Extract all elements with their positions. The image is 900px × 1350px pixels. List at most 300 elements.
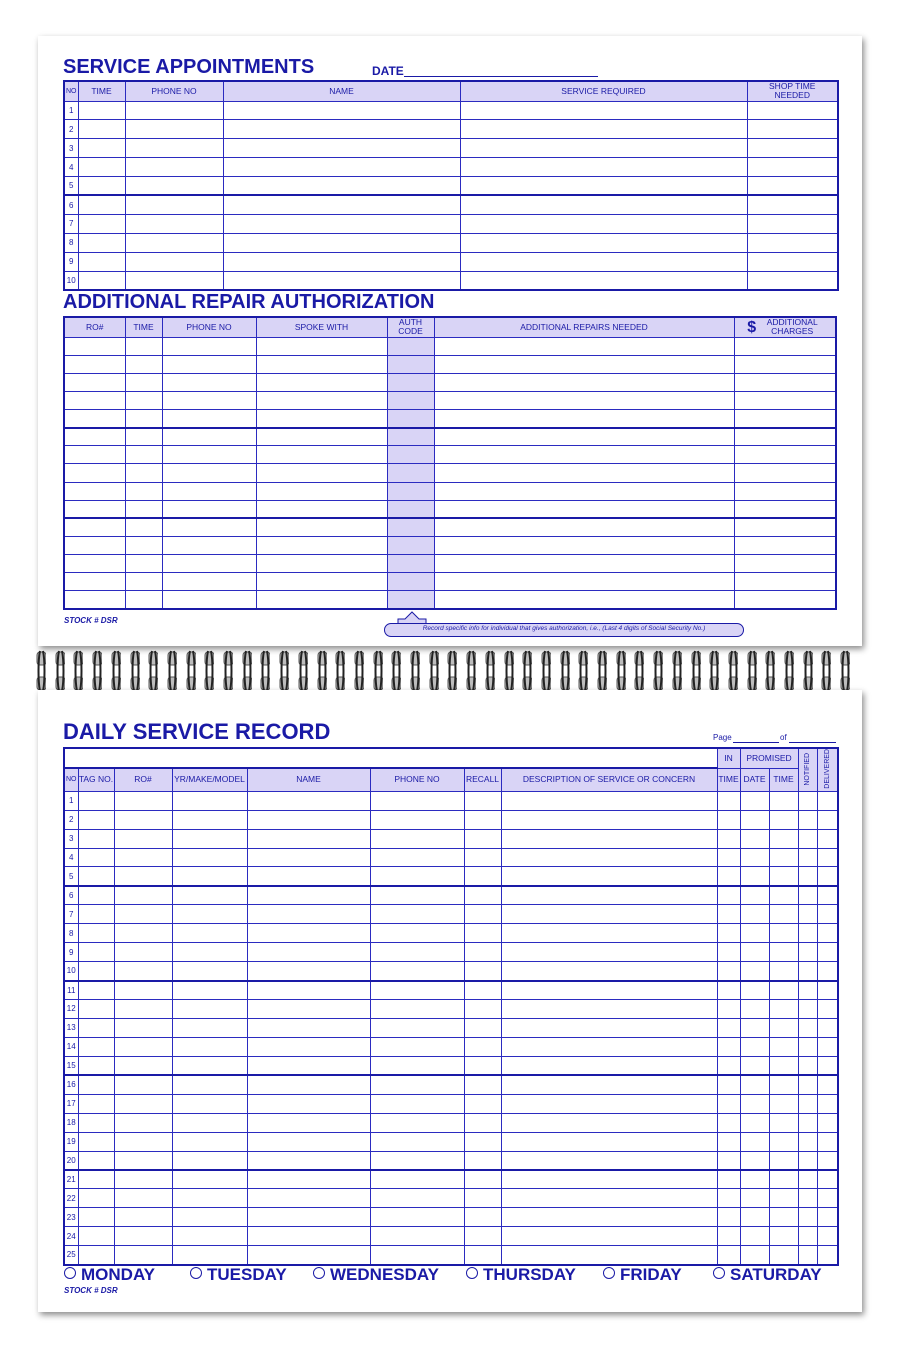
name-cell[interactable] — [247, 1170, 370, 1189]
promised-date-cell[interactable] — [740, 1246, 769, 1265]
spoke-with-cell[interactable] — [256, 410, 387, 428]
additional-charges-cell[interactable] — [734, 518, 836, 536]
delivered-cell[interactable] — [817, 1227, 838, 1246]
time-cell[interactable] — [125, 573, 162, 591]
time-cell[interactable] — [125, 500, 162, 518]
name-cell[interactable] — [223, 195, 460, 214]
ro-cell[interactable] — [114, 791, 172, 810]
phone-cell[interactable] — [125, 195, 223, 214]
phone-cell[interactable] — [370, 1094, 464, 1113]
promised-date-cell[interactable] — [740, 1018, 769, 1037]
service-required-cell[interactable] — [460, 158, 747, 177]
phone-cell[interactable] — [162, 518, 256, 536]
spoke-with-cell[interactable] — [256, 573, 387, 591]
delivered-cell[interactable] — [817, 1037, 838, 1056]
name-cell[interactable] — [247, 867, 370, 886]
spoke-with-cell[interactable] — [256, 537, 387, 555]
auth-code-cell[interactable] — [387, 391, 434, 409]
spoke-with-cell[interactable] — [256, 391, 387, 409]
phone-cell[interactable] — [370, 962, 464, 981]
vehicle-cell[interactable] — [172, 1113, 247, 1132]
service-required-cell[interactable] — [460, 195, 747, 214]
recall-cell[interactable] — [464, 886, 501, 905]
vehicle-cell[interactable] — [172, 1075, 247, 1094]
notified-cell[interactable] — [798, 943, 817, 962]
promised-date-cell[interactable] — [740, 905, 769, 924]
phone-cell[interactable] — [370, 1170, 464, 1189]
delivered-cell[interactable] — [817, 886, 838, 905]
service-required-cell[interactable] — [460, 271, 747, 290]
description-cell[interactable] — [501, 1056, 717, 1075]
in-time-cell[interactable] — [717, 1113, 740, 1132]
phone-cell[interactable] — [370, 1000, 464, 1019]
promised-date-cell[interactable] — [740, 791, 769, 810]
auth-code-cell[interactable] — [387, 573, 434, 591]
tag-no-cell[interactable] — [78, 791, 114, 810]
tag-no-cell[interactable] — [78, 1246, 114, 1265]
delivered-cell[interactable] — [817, 867, 838, 886]
description-cell[interactable] — [501, 1094, 717, 1113]
tag-no-cell[interactable] — [78, 905, 114, 924]
name-cell[interactable] — [223, 101, 460, 120]
notified-cell[interactable] — [798, 867, 817, 886]
spoke-with-cell[interactable] — [256, 591, 387, 609]
promised-date-cell[interactable] — [740, 829, 769, 848]
vehicle-cell[interactable] — [172, 1000, 247, 1019]
vehicle-cell[interactable] — [172, 848, 247, 867]
additional-charges-cell[interactable] — [734, 428, 836, 446]
phone-cell[interactable] — [370, 848, 464, 867]
promised-date-cell[interactable] — [740, 810, 769, 829]
phone-cell[interactable] — [162, 410, 256, 428]
tag-no-cell[interactable] — [78, 829, 114, 848]
ro-cell[interactable] — [64, 391, 125, 409]
vehicle-cell[interactable] — [172, 791, 247, 810]
promised-date-cell[interactable] — [740, 981, 769, 1000]
ro-cell[interactable] — [114, 1170, 172, 1189]
name-cell[interactable] — [247, 1094, 370, 1113]
ro-cell[interactable] — [114, 1189, 172, 1208]
vehicle-cell[interactable] — [172, 905, 247, 924]
time-cell[interactable] — [78, 214, 125, 233]
tag-no-cell[interactable] — [78, 1075, 114, 1094]
description-cell[interactable] — [501, 1018, 717, 1037]
promised-date-cell[interactable] — [740, 1227, 769, 1246]
phone-cell[interactable] — [162, 355, 256, 373]
notified-cell[interactable] — [798, 1189, 817, 1208]
ro-cell[interactable] — [64, 537, 125, 555]
description-cell[interactable] — [501, 981, 717, 1000]
time-cell[interactable] — [125, 391, 162, 409]
in-time-cell[interactable] — [717, 962, 740, 981]
tag-no-cell[interactable] — [78, 924, 114, 943]
tag-no-cell[interactable] — [78, 1208, 114, 1227]
description-cell[interactable] — [501, 1113, 717, 1132]
service-required-cell[interactable] — [460, 177, 747, 196]
phone-cell[interactable] — [162, 464, 256, 482]
auth-code-cell[interactable] — [387, 337, 434, 355]
tag-no-cell[interactable] — [78, 1151, 114, 1170]
auth-code-cell[interactable] — [387, 591, 434, 609]
promised-date-cell[interactable] — [740, 1094, 769, 1113]
service-required-cell[interactable] — [460, 120, 747, 139]
phone-cell[interactable] — [370, 1227, 464, 1246]
phone-cell[interactable] — [125, 252, 223, 271]
day-option-tuesday[interactable] — [190, 1265, 287, 1285]
recall-cell[interactable] — [464, 1075, 501, 1094]
shop-time-cell[interactable] — [747, 195, 838, 214]
ro-cell[interactable] — [114, 924, 172, 943]
description-cell[interactable] — [501, 1246, 717, 1265]
ro-cell[interactable] — [114, 867, 172, 886]
in-time-cell[interactable] — [717, 1094, 740, 1113]
vehicle-cell[interactable] — [172, 886, 247, 905]
phone-cell[interactable] — [125, 233, 223, 252]
name-cell[interactable] — [247, 962, 370, 981]
ro-cell[interactable] — [114, 1000, 172, 1019]
additional-charges-cell[interactable] — [734, 373, 836, 391]
recall-cell[interactable] — [464, 1227, 501, 1246]
promised-date-cell[interactable] — [740, 1170, 769, 1189]
description-cell[interactable] — [501, 924, 717, 943]
recall-cell[interactable] — [464, 924, 501, 943]
additional-repairs-cell[interactable] — [434, 573, 734, 591]
time-cell[interactable] — [125, 337, 162, 355]
phone-cell[interactable] — [162, 337, 256, 355]
day-option-friday[interactable] — [603, 1265, 682, 1285]
additional-charges-cell[interactable] — [734, 464, 836, 482]
ro-cell[interactable] — [64, 482, 125, 500]
shop-time-cell[interactable] — [747, 233, 838, 252]
time-cell[interactable] — [125, 373, 162, 391]
description-cell[interactable] — [501, 1000, 717, 1019]
name-cell[interactable] — [247, 1075, 370, 1094]
recall-cell[interactable] — [464, 905, 501, 924]
vehicle-cell[interactable] — [172, 1189, 247, 1208]
service-required-cell[interactable] — [460, 101, 747, 120]
promised-time-cell[interactable] — [769, 962, 798, 981]
additional-charges-cell[interactable] — [734, 591, 836, 609]
in-time-cell[interactable] — [717, 924, 740, 943]
notified-cell[interactable] — [798, 1056, 817, 1075]
phone-cell[interactable] — [370, 886, 464, 905]
promised-date-cell[interactable] — [740, 1037, 769, 1056]
description-cell[interactable] — [501, 848, 717, 867]
service-required-cell[interactable] — [460, 252, 747, 271]
recall-cell[interactable] — [464, 1113, 501, 1132]
promised-time-cell[interactable] — [769, 1056, 798, 1075]
shop-time-cell[interactable] — [747, 271, 838, 290]
additional-repairs-cell[interactable] — [434, 555, 734, 573]
tag-no-cell[interactable] — [78, 1056, 114, 1075]
ro-cell[interactable] — [114, 962, 172, 981]
notified-cell[interactable] — [798, 1113, 817, 1132]
time-cell[interactable] — [125, 555, 162, 573]
name-cell[interactable] — [247, 924, 370, 943]
name-cell[interactable] — [247, 829, 370, 848]
additional-repairs-cell[interactable] — [434, 373, 734, 391]
time-cell[interactable] — [78, 101, 125, 120]
in-time-cell[interactable] — [717, 1208, 740, 1227]
promised-time-cell[interactable] — [769, 1246, 798, 1265]
in-time-cell[interactable] — [717, 829, 740, 848]
auth-code-cell[interactable] — [387, 537, 434, 555]
promised-date-cell[interactable] — [740, 1189, 769, 1208]
phone-cell[interactable] — [370, 1132, 464, 1151]
tag-no-cell[interactable] — [78, 1037, 114, 1056]
ro-cell[interactable] — [114, 1037, 172, 1056]
delivered-cell[interactable] — [817, 1000, 838, 1019]
auth-code-cell[interactable] — [387, 482, 434, 500]
auth-code-cell[interactable] — [387, 518, 434, 536]
notified-cell[interactable] — [798, 905, 817, 924]
delivered-cell[interactable] — [817, 848, 838, 867]
promised-time-cell[interactable] — [769, 1018, 798, 1037]
ro-cell[interactable] — [114, 943, 172, 962]
in-time-cell[interactable] — [717, 1246, 740, 1265]
in-time-cell[interactable] — [717, 1227, 740, 1246]
tag-no-cell[interactable] — [78, 867, 114, 886]
in-time-cell[interactable] — [717, 1018, 740, 1037]
description-cell[interactable] — [501, 1151, 717, 1170]
in-time-cell[interactable] — [717, 1056, 740, 1075]
auth-code-cell[interactable] — [387, 428, 434, 446]
vehicle-cell[interactable] — [172, 810, 247, 829]
tag-no-cell[interactable] — [78, 1132, 114, 1151]
recall-cell[interactable] — [464, 810, 501, 829]
promised-time-cell[interactable] — [769, 1132, 798, 1151]
vehicle-cell[interactable] — [172, 924, 247, 943]
additional-charges-cell[interactable] — [734, 337, 836, 355]
additional-repairs-cell[interactable] — [434, 355, 734, 373]
ro-cell[interactable] — [64, 355, 125, 373]
promised-time-cell[interactable] — [769, 810, 798, 829]
phone-cell[interactable] — [370, 791, 464, 810]
name-cell[interactable] — [247, 1113, 370, 1132]
spoke-with-cell[interactable] — [256, 500, 387, 518]
notified-cell[interactable] — [798, 962, 817, 981]
description-cell[interactable] — [501, 867, 717, 886]
description-cell[interactable] — [501, 1132, 717, 1151]
promised-date-cell[interactable] — [740, 848, 769, 867]
delivered-cell[interactable] — [817, 924, 838, 943]
promised-time-cell[interactable] — [769, 848, 798, 867]
day-option-thursday[interactable] — [466, 1265, 576, 1285]
page-total-field[interactable] — [789, 742, 836, 743]
phone-cell[interactable] — [162, 591, 256, 609]
vehicle-cell[interactable] — [172, 1132, 247, 1151]
promised-time-cell[interactable] — [769, 924, 798, 943]
notified-cell[interactable] — [798, 924, 817, 943]
phone-cell[interactable] — [370, 1037, 464, 1056]
ro-cell[interactable] — [114, 829, 172, 848]
auth-code-cell[interactable] — [387, 500, 434, 518]
in-time-cell[interactable] — [717, 943, 740, 962]
recall-cell[interactable] — [464, 1246, 501, 1265]
promised-time-cell[interactable] — [769, 1170, 798, 1189]
promised-time-cell[interactable] — [769, 1037, 798, 1056]
phone-cell[interactable] — [370, 1208, 464, 1227]
ro-cell[interactable] — [114, 1094, 172, 1113]
phone-cell[interactable] — [370, 905, 464, 924]
name-cell[interactable] — [247, 1037, 370, 1056]
description-cell[interactable] — [501, 1037, 717, 1056]
additional-repairs-cell[interactable] — [434, 446, 734, 464]
notified-cell[interactable] — [798, 1018, 817, 1037]
ro-cell[interactable] — [114, 981, 172, 1000]
recall-cell[interactable] — [464, 981, 501, 1000]
time-cell[interactable] — [78, 271, 125, 290]
recall-cell[interactable] — [464, 1151, 501, 1170]
description-cell[interactable] — [501, 905, 717, 924]
notified-cell[interactable] — [798, 1151, 817, 1170]
ro-cell[interactable] — [114, 810, 172, 829]
notified-cell[interactable] — [798, 1094, 817, 1113]
vehicle-cell[interactable] — [172, 1037, 247, 1056]
ro-cell[interactable] — [114, 1113, 172, 1132]
delivered-cell[interactable] — [817, 1151, 838, 1170]
recall-cell[interactable] — [464, 1056, 501, 1075]
notified-cell[interactable] — [798, 1132, 817, 1151]
name-cell[interactable] — [223, 271, 460, 290]
notified-cell[interactable] — [798, 1246, 817, 1265]
name-cell[interactable] — [247, 1132, 370, 1151]
ro-cell[interactable] — [114, 1132, 172, 1151]
ro-cell[interactable] — [64, 555, 125, 573]
phone-cell[interactable] — [162, 555, 256, 573]
in-time-cell[interactable] — [717, 905, 740, 924]
description-cell[interactable] — [501, 1227, 717, 1246]
recall-cell[interactable] — [464, 791, 501, 810]
promised-date-cell[interactable] — [740, 1208, 769, 1227]
phone-cell[interactable] — [370, 1018, 464, 1037]
delivered-cell[interactable] — [817, 1246, 838, 1265]
spoke-with-cell[interactable] — [256, 446, 387, 464]
time-cell[interactable] — [78, 158, 125, 177]
recall-cell[interactable] — [464, 962, 501, 981]
tag-no-cell[interactable] — [78, 1227, 114, 1246]
delivered-cell[interactable] — [817, 1018, 838, 1037]
phone-cell[interactable] — [370, 1189, 464, 1208]
name-cell[interactable] — [247, 1151, 370, 1170]
vehicle-cell[interactable] — [172, 943, 247, 962]
ro-cell[interactable] — [114, 1246, 172, 1265]
vehicle-cell[interactable] — [172, 1170, 247, 1189]
promised-time-cell[interactable] — [769, 1227, 798, 1246]
additional-charges-cell[interactable] — [734, 446, 836, 464]
phone-cell[interactable] — [370, 1246, 464, 1265]
tag-no-cell[interactable] — [78, 886, 114, 905]
time-cell[interactable] — [78, 252, 125, 271]
vehicle-cell[interactable] — [172, 829, 247, 848]
delivered-cell[interactable] — [817, 829, 838, 848]
notified-cell[interactable] — [798, 1075, 817, 1094]
phone-cell[interactable] — [125, 271, 223, 290]
ro-cell[interactable] — [64, 464, 125, 482]
ro-cell[interactable] — [64, 518, 125, 536]
vehicle-cell[interactable] — [172, 981, 247, 1000]
additional-repairs-cell[interactable] — [434, 500, 734, 518]
phone-cell[interactable] — [162, 482, 256, 500]
name-cell[interactable] — [223, 120, 460, 139]
shop-time-cell[interactable] — [747, 177, 838, 196]
notified-cell[interactable] — [798, 791, 817, 810]
notified-cell[interactable] — [798, 1037, 817, 1056]
additional-charges-cell[interactable] — [734, 500, 836, 518]
promised-time-cell[interactable] — [769, 867, 798, 886]
notified-cell[interactable] — [798, 1170, 817, 1189]
promised-time-cell[interactable] — [769, 1075, 798, 1094]
day-option-saturday[interactable] — [713, 1265, 822, 1285]
tag-no-cell[interactable] — [78, 1094, 114, 1113]
in-time-cell[interactable] — [717, 1075, 740, 1094]
name-cell[interactable] — [223, 252, 460, 271]
additional-repairs-cell[interactable] — [434, 337, 734, 355]
notified-cell[interactable] — [798, 886, 817, 905]
additional-charges-cell[interactable] — [734, 555, 836, 573]
promised-date-cell[interactable] — [740, 962, 769, 981]
page-number-field[interactable] — [733, 742, 779, 743]
auth-code-cell[interactable] — [387, 555, 434, 573]
delivered-cell[interactable] — [817, 1189, 838, 1208]
notified-cell[interactable] — [798, 1208, 817, 1227]
additional-charges-cell[interactable] — [734, 410, 836, 428]
auth-code-cell[interactable] — [387, 355, 434, 373]
description-cell[interactable] — [501, 1075, 717, 1094]
promised-time-cell[interactable] — [769, 1208, 798, 1227]
time-cell[interactable] — [125, 482, 162, 500]
time-cell[interactable] — [125, 355, 162, 373]
tag-no-cell[interactable] — [78, 943, 114, 962]
in-time-cell[interactable] — [717, 791, 740, 810]
phone-cell[interactable] — [370, 1056, 464, 1075]
promised-time-cell[interactable] — [769, 905, 798, 924]
auth-code-cell[interactable] — [387, 464, 434, 482]
spoke-with-cell[interactable] — [256, 355, 387, 373]
vehicle-cell[interactable] — [172, 1227, 247, 1246]
phone-cell[interactable] — [125, 158, 223, 177]
ro-cell[interactable] — [64, 591, 125, 609]
ro-cell[interactable] — [114, 905, 172, 924]
time-cell[interactable] — [78, 139, 125, 158]
in-time-cell[interactable] — [717, 1170, 740, 1189]
shop-time-cell[interactable] — [747, 252, 838, 271]
ro-cell[interactable] — [64, 446, 125, 464]
ro-cell[interactable] — [64, 500, 125, 518]
in-time-cell[interactable] — [717, 1132, 740, 1151]
spoke-with-cell[interactable] — [256, 482, 387, 500]
name-cell[interactable] — [247, 943, 370, 962]
ro-cell[interactable] — [114, 1227, 172, 1246]
ro-cell[interactable] — [64, 373, 125, 391]
additional-charges-cell[interactable] — [734, 482, 836, 500]
vehicle-cell[interactable] — [172, 1094, 247, 1113]
name-cell[interactable] — [247, 905, 370, 924]
ro-cell[interactable] — [114, 886, 172, 905]
additional-repairs-cell[interactable] — [434, 428, 734, 446]
spoke-with-cell[interactable] — [256, 373, 387, 391]
ro-cell[interactable] — [114, 1151, 172, 1170]
phone-cell[interactable] — [370, 1151, 464, 1170]
delivered-cell[interactable] — [817, 1075, 838, 1094]
ro-cell[interactable] — [64, 428, 125, 446]
in-time-cell[interactable] — [717, 867, 740, 886]
notified-cell[interactable] — [798, 981, 817, 1000]
promised-time-cell[interactable] — [769, 886, 798, 905]
name-cell[interactable] — [247, 848, 370, 867]
recall-cell[interactable] — [464, 1037, 501, 1056]
in-time-cell[interactable] — [717, 1151, 740, 1170]
